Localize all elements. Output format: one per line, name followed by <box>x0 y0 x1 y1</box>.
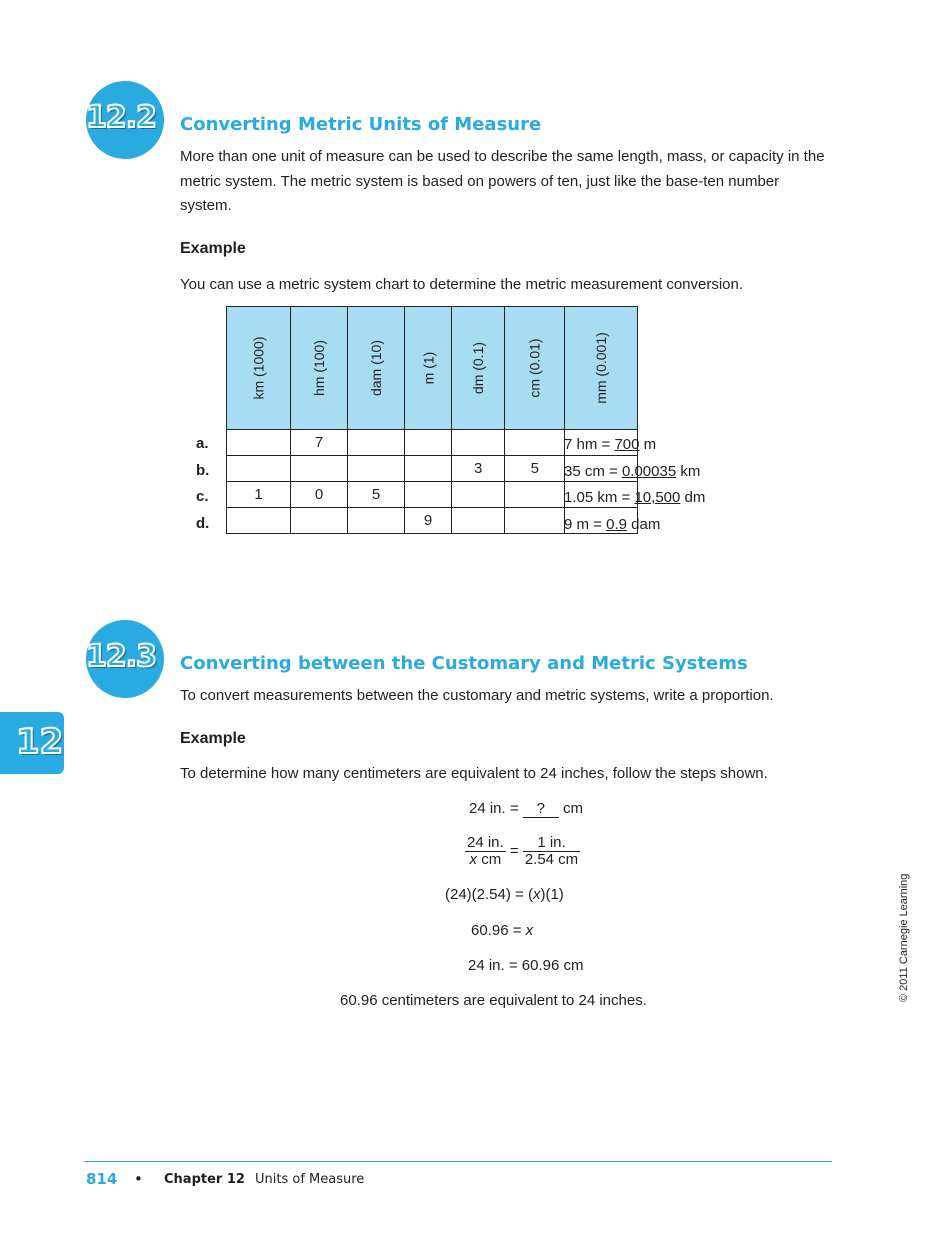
table-cell: 1 <box>227 482 291 508</box>
metric-chart-header-row <box>227 307 638 430</box>
equation-step-1: 24 in. = ? cm <box>469 800 583 817</box>
table-cell <box>291 456 348 482</box>
table-cell <box>348 430 405 456</box>
fraction-right: $\frac{1 in.}{2.54 cm}$ <box>524 834 579 868</box>
conclusion-text: 60.96 centimeters are equivalent to 24 inches. <box>340 992 647 1009</box>
answer-value: 0.9 <box>606 516 627 533</box>
table-cell <box>405 430 452 456</box>
answer-value: 10,500 <box>634 489 681 506</box>
equation-step-3: (24)(2.54) = (x)(1) <box>445 886 564 903</box>
equation-step-4: 60.96 = x <box>471 922 534 939</box>
equation-step-5: 24 in. = 60.96 cm <box>468 957 584 974</box>
section-intro-12-2: More than one unit of measure can be used to describe the same length, mass, or capacity in the metric system. The metric system is based on powers of ten, just like the base-ten number system. <box>180 148 825 214</box>
footer-bullet: • <box>134 1170 143 1188</box>
table-cell <box>227 456 291 482</box>
footer-divider <box>84 1161 832 1162</box>
table-cell <box>452 430 505 456</box>
row-label-c: c. <box>196 488 209 505</box>
section-number-12-2: 12.2 <box>86 100 157 135</box>
table-cell <box>291 508 348 534</box>
section-number-12-3: 12.3 <box>86 639 157 674</box>
answer-value: 0.00035 <box>621 463 677 480</box>
header-dam: dam (10) <box>348 307 405 430</box>
section-title-12-2: Converting Metric Units of Measure <box>180 114 542 135</box>
table-cell <box>348 456 405 482</box>
section-title-12-3: Converting between the Customary and Metric Systems <box>180 653 748 674</box>
table-cell <box>452 508 505 534</box>
table-cell: 0 <box>291 482 348 508</box>
table-cell <box>348 508 405 534</box>
section-intro-12-3: To convert measurements between the customary and metric systems, write a proportion. <box>180 687 774 704</box>
example-heading-12-3: Example <box>180 730 246 747</box>
table-cell: 7 <box>291 430 348 456</box>
footer-chapter: Chapter 12 <box>164 1172 245 1187</box>
answer-value: 700 <box>614 436 640 453</box>
table-cell: 9 <box>405 508 452 534</box>
table-cell: 5 <box>505 456 565 482</box>
table-cell <box>452 482 505 508</box>
row-label-b: b. <box>196 462 210 479</box>
row-label-a: a. <box>196 435 209 452</box>
example-text-12-3: To determine how many centimeters are equivalent to 24 inches, follow the steps shown. <box>180 765 768 782</box>
row-answer-d: 9 m = 0.9 dam <box>564 516 661 533</box>
table-cell <box>405 482 452 508</box>
unknown-blank: ? <box>523 800 559 818</box>
header-hm: hm (100) <box>291 307 348 430</box>
table-cell <box>405 456 452 482</box>
equation-step-2: $\frac{24 in.}{\text{x cm}}$ = $\frac{1 in.}{2.54 cm}$ <box>467 834 579 868</box>
fraction-left: $\frac{24 in.}{\text{x cm}}$ <box>467 834 504 868</box>
header-m: m (1) <box>405 307 452 430</box>
row-label-d: d. <box>196 515 210 532</box>
copyright-notice: © 2011 Carnegie Learning <box>898 873 910 1002</box>
table-cell: 5 <box>348 482 405 508</box>
example-text-12-2: You can use a metric system chart to determine the metric measurement conversion. <box>180 276 744 293</box>
example-heading-12-2: Example <box>180 240 246 257</box>
footer-title: Units of Measure <box>255 1172 365 1187</box>
page-number: 814 <box>86 1170 118 1188</box>
chapter-side-tab-number: 12 <box>16 722 64 762</box>
table-cell <box>505 430 565 456</box>
header-cm: cm (0.01) <box>505 307 565 430</box>
header-mm: mm (0.001) <box>565 307 638 430</box>
table-cell: 3 <box>452 456 505 482</box>
row-answer-c: 1.05 km = 10,500 dm <box>564 489 706 506</box>
table-cell <box>227 430 291 456</box>
table-cell <box>505 508 565 534</box>
header-dm: dm (0.1) <box>452 307 505 430</box>
header-km: km (1000) <box>227 307 291 430</box>
row-answer-b: 35 cm = 0.00035 km <box>564 463 701 480</box>
table-cell <box>227 508 291 534</box>
row-answer-a: 7 hm = 700 m <box>564 436 657 453</box>
table-cell <box>505 482 565 508</box>
